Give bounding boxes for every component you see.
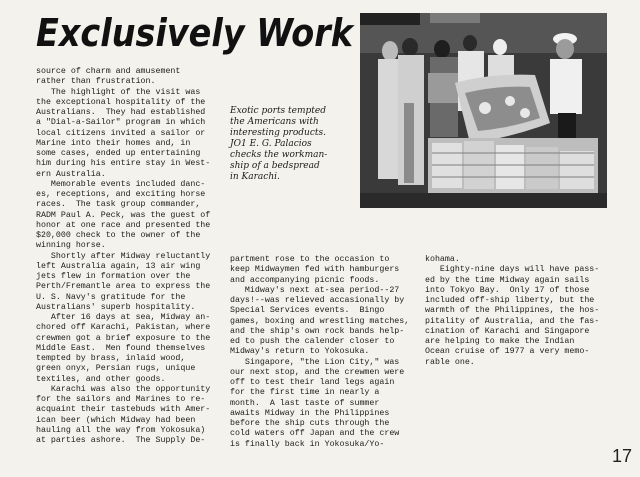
- column-3: [425, 255, 620, 368]
- page-number: 17: [611, 446, 632, 466]
- column-2-line: partment rose to the occasion to: [230, 255, 390, 264]
- column-2-line: and accompanying picnic foods.: [230, 275, 380, 285]
- column-2-line: ed to push the calender closer to: [230, 337, 395, 346]
- caption-line: interesting products.: [230, 128, 326, 138]
- column-3-line: pitality of Australia, and the fas-: [425, 316, 600, 326]
- column-1-line: rather than frustration.: [36, 77, 156, 87]
- column-2-line: before the ship cuts through the: [230, 419, 390, 428]
- column-1-line: a "Dial-a-Sailor" program in which: [36, 118, 206, 128]
- column-2-line: our next stop, and the crewmen were: [230, 367, 405, 377]
- caption-line: the Americans with: [230, 117, 319, 127]
- column-2-line: is finally back in Yokosuka/Yo-: [230, 439, 385, 449]
- column-2: [230, 255, 425, 450]
- column-1-line: $20,000 check to the owner of the: [36, 231, 201, 240]
- column-1-line: ern Australia.: [36, 169, 106, 179]
- column-1-line: U. S. Navy's gratitude for the: [36, 292, 186, 302]
- column-1-line: tempted by brass, inlaid wood,: [36, 354, 186, 363]
- column-2-line: Singapore, "the Lion City," was: [230, 357, 400, 367]
- column-2-line: cold waters off Japan and the crew: [230, 429, 400, 439]
- column-3-line: cination of Karachi and Singapore: [425, 326, 590, 336]
- column-1-line: honor at one race and presented the: [36, 220, 211, 230]
- column-1-line: hauling all the way from Yokosuka): [36, 425, 206, 435]
- column-1: [36, 67, 226, 446]
- column-1-line: Marine into their homes and, in: [36, 138, 191, 148]
- column-1-line: chored off Karachi, Pakistan, where: [36, 323, 211, 333]
- column-1-line: Perth/Fremantle area to express the: [36, 282, 211, 292]
- column-1-line: jets flew in formation over the: [36, 272, 191, 281]
- photo-caption: [230, 106, 360, 183]
- column-1-line: After 16 days at sea, Midway an-: [36, 313, 211, 322]
- column-3-line: Eighty-nine days will have pass-: [425, 265, 600, 275]
- column-1-line: races. The task group commander,: [36, 200, 201, 210]
- column-3-line: Ocean cruise of 1977 a very memo-: [425, 347, 590, 357]
- column-3-line: rable one.: [425, 357, 475, 367]
- column-1-line: some cases, ended up entertaining: [36, 149, 201, 158]
- column-1-line: Australians' superb hospitality.: [36, 302, 196, 312]
- column-1-line: Memorable events included danc-: [36, 179, 206, 189]
- column-1-line: Karachi was also the opportunity: [36, 384, 211, 394]
- column-3-line: warmth of the Philippines, the hos-: [425, 306, 600, 316]
- column-2-line: games, boxing and wrestling matches,: [230, 316, 410, 326]
- caption-line: checks the workman-: [230, 150, 328, 160]
- column-1-line: at parties ashore. The Supply De-: [36, 436, 206, 445]
- column-1-line: crewmen got a brief exposure to the: [36, 333, 211, 343]
- column-1-line: winning horse.: [36, 241, 106, 251]
- column-1-line: local citizens invited a sailor or: [36, 128, 206, 138]
- column-2-line: off to test their land legs again: [230, 378, 395, 387]
- column-1-line: Middle East. Men found themselves: [36, 343, 206, 353]
- caption-line: in Karachi.: [230, 172, 280, 182]
- column-1-line: the exceptional hospitality of the: [36, 97, 206, 107]
- column-3-line: kohama.: [425, 255, 460, 264]
- market-photo: [360, 13, 607, 208]
- caption-line: Exotic ports tempted: [230, 106, 326, 116]
- caption-line: JO1 E. G. Palacios: [230, 139, 312, 149]
- column-2-line: Midway's return to Yokosuka.: [230, 347, 370, 357]
- column-1-line: textiles, and other goods.: [36, 374, 166, 384]
- column-1-line: es, receptions, and exciting horse: [36, 190, 206, 199]
- column-1-line: The highlight of the visit was: [36, 87, 201, 97]
- article-headline: Exclusively Work: [36, 11, 354, 55]
- column-1-line: ican beer (which Midway had been: [36, 415, 196, 425]
- column-3-line: are helping to make the Indian: [425, 337, 575, 346]
- column-1-line: for the sailors and Marines to re-: [36, 395, 206, 404]
- column-2-line: month. A last taste of summer: [230, 398, 380, 408]
- photo-illustration: [360, 13, 607, 208]
- column-1-line: RADM Paul A. Peck, was the guest of: [36, 210, 211, 220]
- column-2-line: keep Midwaymen fed with hamburgers: [230, 265, 400, 275]
- column-2-line: Midway's next at-sea period--27: [230, 285, 400, 295]
- column-1-line: acquaint their tastebuds with Amer-: [36, 405, 211, 415]
- column-1-line: Shortly after Midway reluctantly: [36, 251, 211, 261]
- column-1-line: him during his entire stay in West-: [36, 159, 211, 169]
- column-1-line: source of charm and amusement: [36, 67, 181, 76]
- column-1-line: Australians. They had established: [36, 108, 206, 117]
- column-2-line: Special Services events. Bingo: [230, 306, 385, 316]
- column-2-line: and the ship's own rock bands help-: [230, 326, 405, 336]
- column-3-line: ed by the time Midway again sails: [425, 275, 590, 285]
- column-2-line: awaits Midway in the Philippines: [230, 408, 390, 418]
- caption-line: ship of a bedspread: [230, 161, 320, 171]
- column-1-line: green onyx, Persian rugs, unique: [36, 364, 196, 374]
- column-3-line: included off-ship liberty, but the: [425, 296, 595, 305]
- column-2-line: for the first time in nearly a: [230, 388, 380, 398]
- column-1-line: left Australia again, 13 air wing: [36, 261, 201, 271]
- column-3-line: into Tokyo Bay. Only 17 of those: [425, 285, 590, 295]
- column-2-line: days!--was relieved accasionally by: [230, 296, 405, 305]
